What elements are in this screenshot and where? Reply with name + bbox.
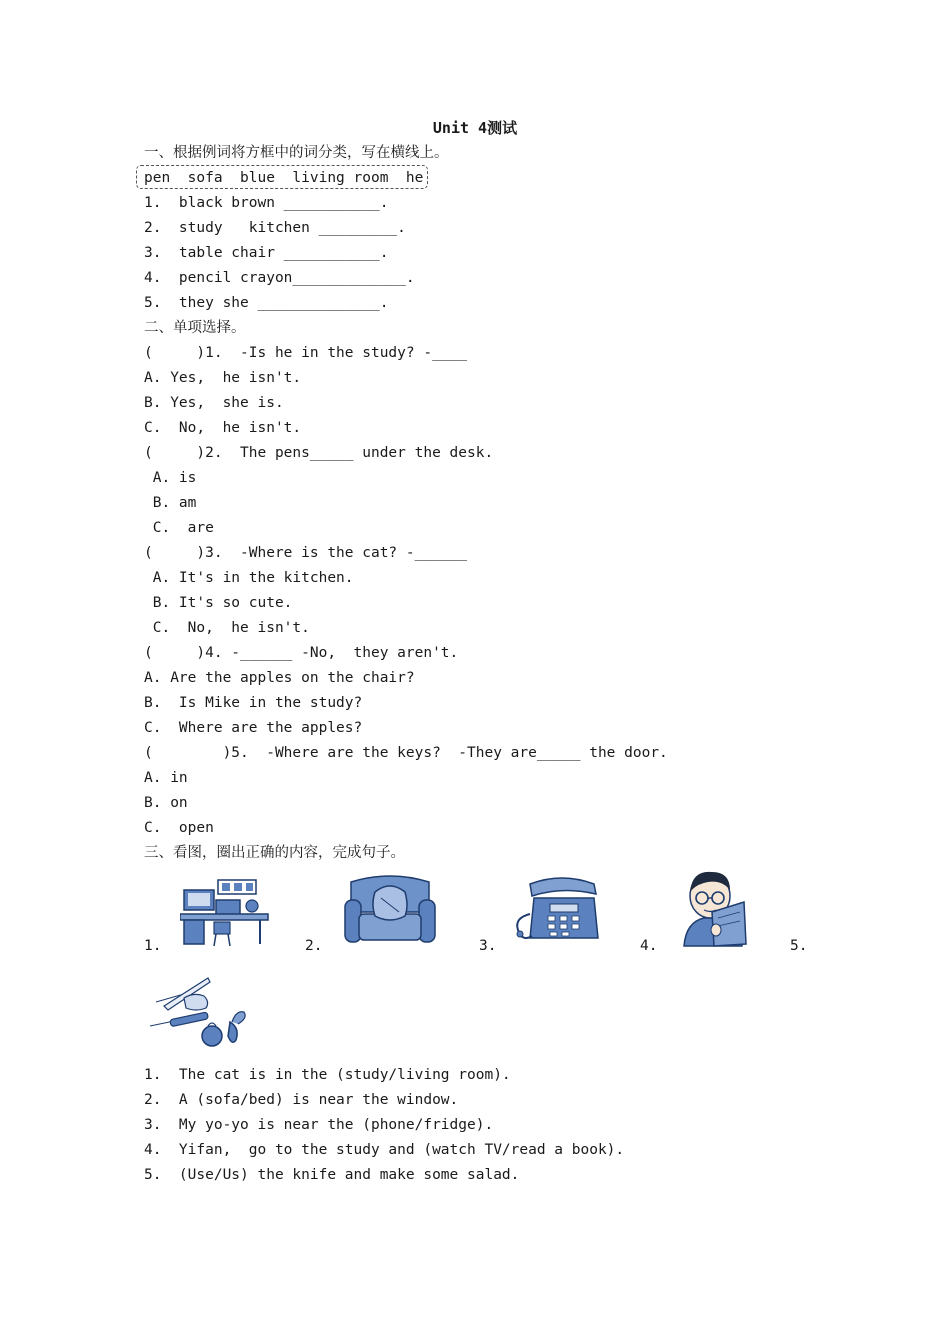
- classify-item: 1. black brown ___________.: [144, 195, 389, 211]
- question-stem: ( )4. -______ -No, they aren't.: [144, 645, 459, 661]
- question-option: C. are: [144, 520, 214, 536]
- sentence-item: 4. Yifan, go to the study and (watch TV/read a book).: [144, 1142, 625, 1158]
- question-option: B. It's so cute.: [144, 595, 293, 611]
- picture-number: 3.: [479, 938, 497, 954]
- sofa-illustration: [343, 872, 437, 946]
- question-option: B. am: [144, 495, 197, 511]
- question-option: B. on: [144, 795, 188, 811]
- question-option: C. No, he isn't.: [144, 420, 302, 436]
- question-option: A. in: [144, 770, 188, 786]
- page-title: Unit 4测试: [432, 119, 518, 137]
- phone-illustration: [510, 874, 602, 946]
- picture-number: 2.: [305, 938, 323, 954]
- word-box: [136, 165, 428, 189]
- word-box-text: pen sofa blue living room he: [144, 170, 424, 186]
- picture-number: 4.: [640, 938, 658, 954]
- question-option: C. No, he isn't.: [144, 620, 310, 636]
- classify-item: 2. study kitchen _________.: [144, 220, 406, 236]
- question-stem: ( )1. -Is he in the study? -____: [144, 345, 468, 361]
- classify-item: 4. pencil crayon_____________.: [144, 270, 415, 286]
- picture-number: 1.: [144, 938, 162, 954]
- section1-heading: 一、根据例词将方框中的词分类，写在横线上。: [144, 145, 449, 161]
- question-option: A. Yes, he isn't.: [144, 370, 302, 386]
- study-desk-illustration: [180, 874, 272, 948]
- question-option: B. Yes, she is.: [144, 395, 284, 411]
- picture-number: 5.: [790, 938, 808, 954]
- sentence-item: 2. A (sofa/bed) is near the window.: [144, 1092, 459, 1108]
- knife-vegetables-illustration: [148, 976, 256, 1048]
- question-option: B. Is Mike in the study?: [144, 695, 363, 711]
- section2-heading: 二、单项选择。: [144, 320, 246, 336]
- question-option: C. open: [144, 820, 214, 836]
- section3-heading: 三、看图，圈出正确的内容，完成句子。: [144, 845, 405, 861]
- question-stem: ( )5. -Where are the keys? -They are_____ the door.: [144, 745, 668, 761]
- classify-item: 3. table chair ___________.: [144, 245, 389, 261]
- classify-item: 5. they she ______________.: [144, 295, 389, 311]
- sentence-item: 1. The cat is in the (study/living room).: [144, 1067, 511, 1083]
- question-option: A. is: [144, 470, 197, 486]
- question-stem: ( )2. The pens_____ under the desk.: [144, 445, 494, 461]
- sentence-item: 5. (Use/Us) the knife and make some salad.: [144, 1167, 520, 1183]
- sentence-item: 3. My yo-yo is near the (phone/fridge).: [144, 1117, 494, 1133]
- question-option: A. It's in the kitchen.: [144, 570, 354, 586]
- question-option: C. Where are the apples?: [144, 720, 363, 736]
- question-stem: ( )3. -Where is the cat? -______: [144, 545, 468, 561]
- question-option: A. Are the apples on the chair?: [144, 670, 415, 686]
- boy-reading-illustration: [678, 866, 748, 948]
